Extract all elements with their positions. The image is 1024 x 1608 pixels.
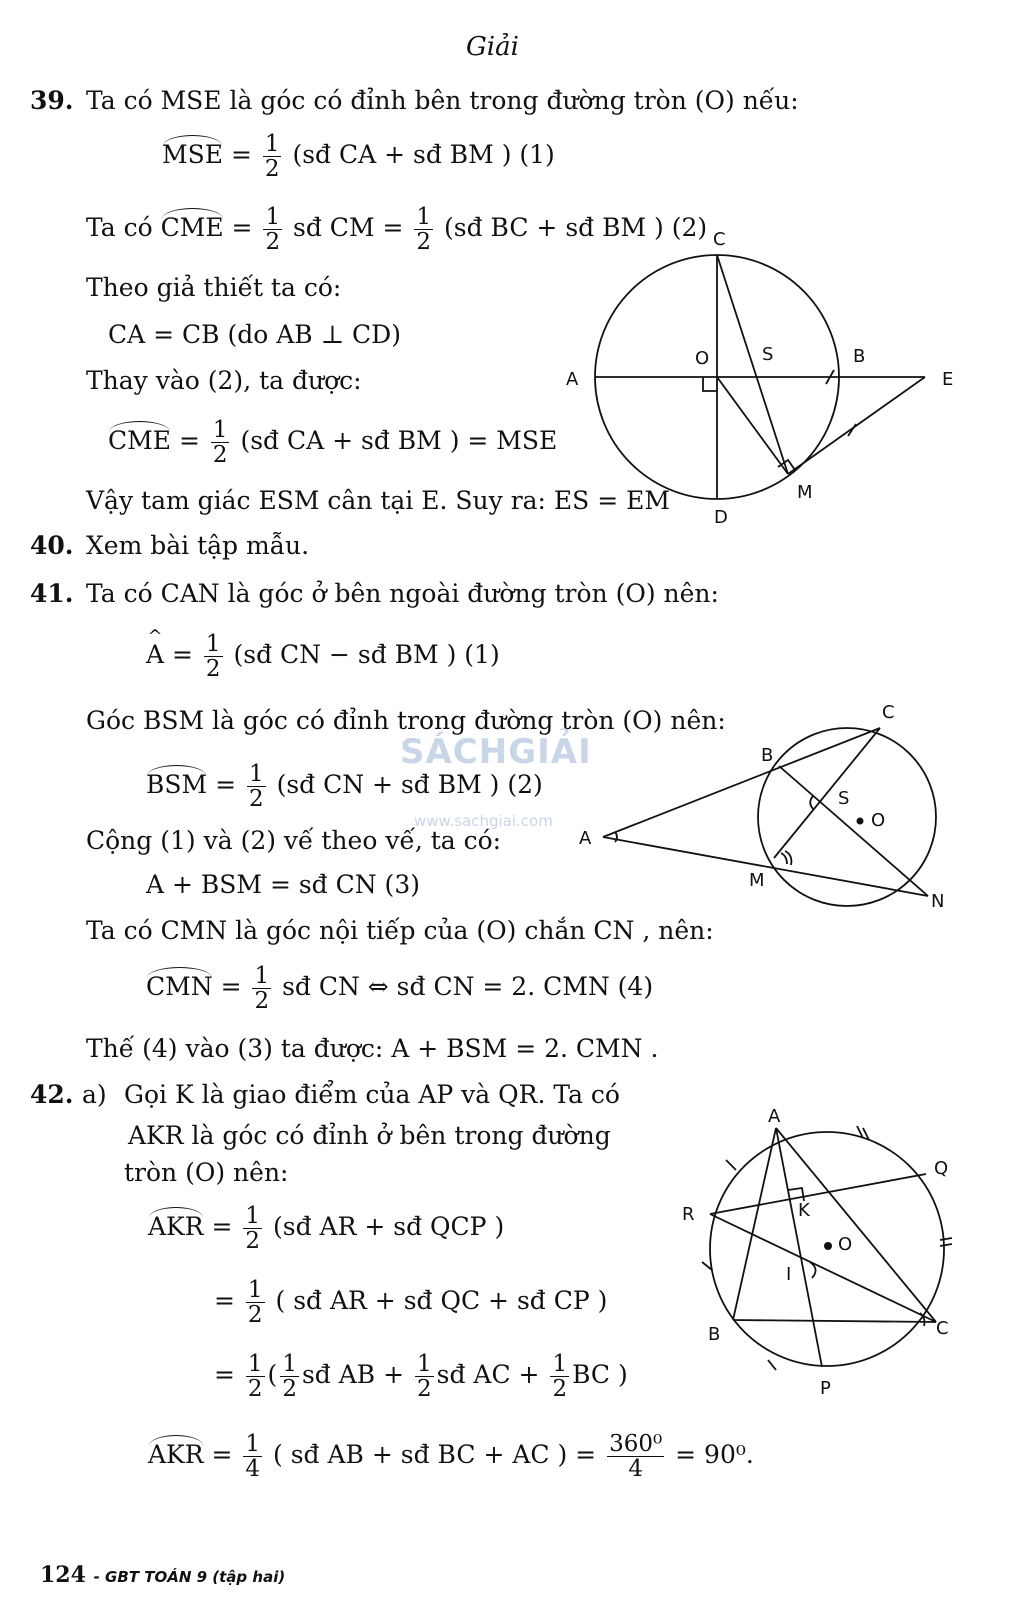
problem-41-number: 41.: [30, 579, 74, 608]
fig1-label-s: S: [762, 344, 774, 365]
fig3-label-b: B: [708, 1324, 721, 1345]
watermark-url: www.sachgiai.com: [414, 812, 553, 830]
fig3-label-c: C: [936, 1318, 949, 1339]
fig3-label-k: K: [798, 1200, 810, 1221]
p42-line3: tròn (O) nên:: [124, 1158, 289, 1187]
p41-eq4: CMN = $\frac{1}{2}$ sđ CN ⇔ sđ CN = 2. CMN (4): [146, 963, 654, 1015]
p41-eq3: A + BSM = sđ CN (3): [146, 870, 420, 899]
fig3-label-o: O: [838, 1234, 853, 1255]
watermark-brand: SÁCHGIẢI: [400, 732, 592, 772]
p41-eq2: BSM = $\frac{1}{2}$ (sđ CN + sđ BM ) (2): [146, 761, 543, 813]
fig2-label-m: M: [749, 870, 765, 891]
book-title: - GBT TOÁN 9 (tập hai): [93, 1568, 286, 1586]
p39-line5: CA = CB (do AB ⊥ CD): [108, 320, 401, 349]
footer: [40, 1562, 285, 1588]
p41-line9: Thế (4) vào (3) ta được: A + BSM = 2. CMN .: [86, 1034, 659, 1063]
fig1-label-d: D: [714, 507, 728, 528]
p41-line5: Cộng (1) và (2) vế theo vế, ta có:: [86, 826, 502, 855]
fig1-label-c: C: [713, 229, 726, 250]
p39-line6: Thay vào (2), ta được:: [86, 366, 362, 395]
fig1-label-m: M: [797, 482, 813, 503]
figure-41: [575, 700, 945, 920]
fig2-label-a: A: [579, 828, 592, 849]
problem-40-number: 40.: [30, 531, 74, 560]
fig1-label-o: O: [695, 348, 710, 369]
fig3-label-r: R: [682, 1204, 695, 1225]
page-number: 124: [40, 1562, 86, 1588]
p42-eq2: = $\frac{1}{2}$ ( sđ AR + sđ QC + sđ CP ): [214, 1277, 608, 1329]
p39-eq1: MSE = $\frac{1}{2}$ (sđ CA + sđ BM ) (1): [162, 131, 555, 183]
p42-part: a): [82, 1080, 107, 1109]
fig3-label-p: P: [820, 1378, 831, 1399]
fig1-label-e: E: [942, 369, 954, 390]
figure-39: [560, 222, 980, 532]
fig3-label-q: Q: [934, 1158, 949, 1179]
fig3-label-i: I: [786, 1264, 792, 1285]
fig2-label-c: C: [882, 702, 895, 723]
fig2-label-n: N: [931, 891, 945, 912]
problem-42-number: 42.: [30, 1080, 74, 1109]
p40-text: Xem bài tập mẫu.: [86, 531, 310, 560]
p42-line2: AKR là góc có đỉnh ở bên trong đường: [128, 1121, 611, 1150]
fig1-label-b: B: [853, 346, 866, 367]
figure-42: [680, 1104, 980, 1404]
p42-eq3: = $\frac{1}{2}$ ( $\frac{1}{2}$ sđ AB + $\frac{1}{2}$ sđ AC + $\frac{1}{2}$ BC ): [214, 1351, 628, 1403]
p39-line8: Vậy tam giác ESM cân tại E. Suy ra: ES = EM: [86, 486, 670, 515]
problem-39-number: 39.: [30, 86, 74, 115]
p42-line1: Gọi K là giao điểm của AP và QR. Ta có: [124, 1080, 620, 1109]
p39-line1: Ta có MSE là góc có đỉnh bên trong đường tròn (O) nếu:: [86, 86, 799, 115]
fig1-label-a: A: [566, 369, 579, 390]
p39-eq2: Ta có CME = $\frac{1}{2}$ sđ CM = $\frac{1}{2}$ (sđ BC + sđ BM ) (2): [86, 204, 708, 256]
heading: Giải: [466, 32, 519, 62]
p41-line1: Ta có CAN là góc ở bên ngoài đường tròn (O) nên:: [86, 579, 719, 608]
p42-eq4: AKR = $\frac{1}{4}$ ( sđ AB + sđ BC + AC ) = $\frac{\text{360⁰}}{4}$ = 90⁰.: [148, 1431, 754, 1483]
p42-eq1: AKR = $\frac{1}{2}$ (sđ AR + sđ QCP ): [148, 1203, 505, 1255]
p41-eq1: ^ A = $\frac{1}{2}$ (sđ CN − sđ BM ) (1): [146, 632, 500, 681]
p41-line7: Ta có CMN là góc nội tiếp của (O) chắn CN , nên:: [86, 916, 714, 945]
fig2-label-b: B: [761, 745, 774, 766]
fig2-label-s: S: [838, 788, 850, 809]
fig3-label-a: A: [768, 1106, 781, 1127]
p41-line3: Góc BSM là góc có đỉnh trong đường tròn (O) nên:: [86, 706, 726, 735]
fig2-label-o: O: [871, 810, 886, 831]
p39-eq3: CME = $\frac{1}{2}$ (sđ CA + sđ BM ) = MSE: [108, 417, 558, 469]
p39-line4: Theo giả thiết ta có:: [86, 273, 342, 302]
